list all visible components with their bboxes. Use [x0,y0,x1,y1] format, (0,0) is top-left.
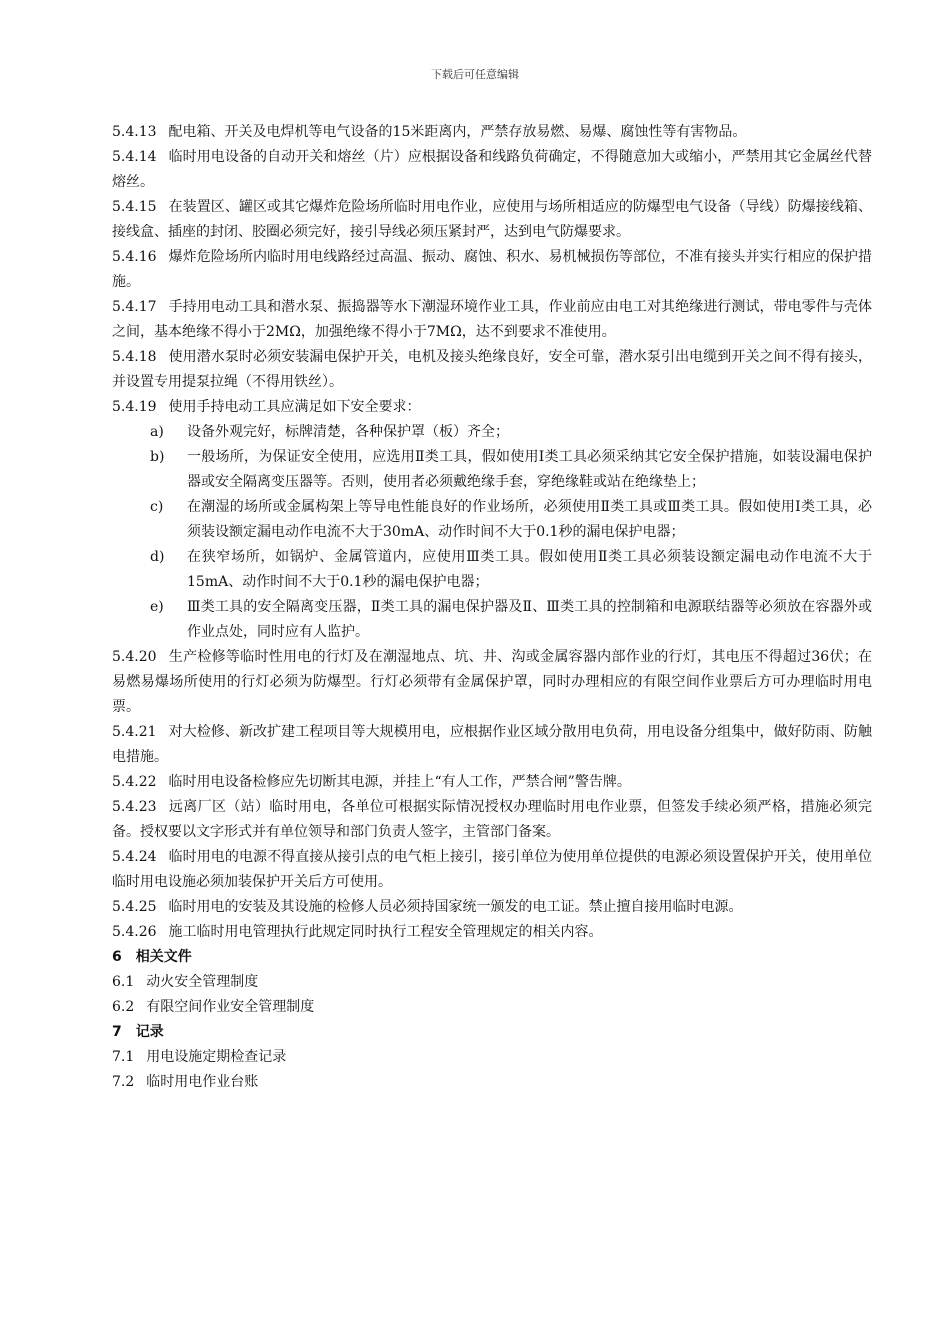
subitem-text: Ⅲ类工具的安全隔离变压器，Ⅱ类工具的漏电保护器及Ⅱ、Ⅲ类工具的控制箱和电源联结器等必须放在容器外或作业点处，同时应有人监护。 [187,599,872,640]
clause-text: 使用潜水泵时必须安装漏电保护开关，电机及接头绝缘良好，安全可靠，潜水泵引出电缆到开关之间不得有接头，并设置专用提泵拉绳（不得用铁丝）。 [112,349,872,390]
clause-text: 对大检修、新改扩建工程项目等大规模用电，应根据作业区域分散用电负荷，用电设备分组集中，做好防雨、防触电措施。 [112,724,872,765]
clause-5-4-26 [112,920,872,945]
ref-number: 6.1 [112,974,135,990]
clause-text: 在装置区、罐区或其它爆炸危险场所临时用电作业，应使用与场所相适应的防爆型电气设备（导线）防爆接线箱、接线盒、插座的封闭、胶圈必须完好，接引导线必须压紧封严，达到电气防爆要求。 [112,199,872,240]
clause-number: 5.4.23 [112,799,157,815]
ref-number: 7.1 [112,1049,135,1065]
subitem-b [112,445,872,495]
clause-text: 临时用电设备的自动开关和熔丝（片）应根据设备和线路负荷确定，不得随意加大或缩小，严禁用其它金属丝代替熔丝。 [112,149,872,190]
subitem-text: 一般场所，为保证安全使用，应选用Ⅱ类工具，假如使用Ⅰ类工具必须采纳其它安全保护措施，如装设漏电保护器或安全隔离变压器等。否则，使用者必须戴绝缘手套，穿绝缘鞋或站在绝缘垫上； [187,449,872,490]
clause-text: 临时用电设备检修应先切断其电源，并挂上“有人工作，严禁合闸”警告牌。 [168,774,631,790]
ref-6-2 [112,995,872,1020]
clause-5-4-16 [112,245,872,295]
ref-6-1 [112,970,872,995]
clause-text: 远离厂区（站）临时用电，各单位可根据实际情况授权办理临时用电作业票，但签发手续必须严格，措施必须完备。授权要以文字形式并有单位领导和部门负责人签字，主管部门备案。 [112,799,872,840]
clause-number: 5.4.20 [112,649,157,665]
clause-number: 5.4.17 [112,299,157,315]
subitem-label: a) [150,424,164,440]
ref-7-2 [112,1070,872,1095]
clause-text: 施工临时用电管理执行此规定同时执行工程安全管理规定的相关内容。 [168,924,603,940]
clause-number: 5.4.25 [112,899,157,915]
section-6-heading [112,945,872,970]
clause-number: 5.4.24 [112,849,157,865]
clause-text: 爆炸危险场所内临时用电线路经过高温、振动、腐蚀、积水、易机械损伤等部位，不准有接头并实行相应的保护措施。 [112,249,872,290]
clause-5-4-21 [112,720,872,770]
subitem-label: d) [150,549,165,565]
clause-number: 5.4.16 [112,249,157,265]
clause-number: 5.4.19 [112,399,157,415]
ref-number: 6.2 [112,999,135,1015]
clause-text: 配电箱、开关及电焊机等电气设备的15米距离内，严禁存放易燃、易爆、腐蚀性等有害物品。 [168,124,747,140]
clause-number: 5.4.26 [112,924,157,940]
clause-number: 5.4.21 [112,724,157,740]
section-title: 记录 [135,1024,164,1040]
ref-text: 有限空间作业安全管理制度 [146,999,315,1015]
section-title: 相关文件 [135,949,192,965]
subitem-a [112,420,872,445]
subitem-text: 在狭窄场所，如锅炉、金属管道内，应使用Ⅲ类工具。假如使用Ⅱ类工具必须装设额定漏电动作电流不大于15mA、动作时间不大于0.1秒的漏电保护电器； [187,549,872,590]
document-body [112,120,872,1095]
section-7-heading [112,1020,872,1045]
clause-5-4-19 [112,395,872,420]
clause-text: 临时用电的电源不得直接从接引点的电气柜上接引，接引单位为使用单位提供的电源必须设置保护开关，使用单位临时用电设施必须加装保护开关后方可使用。 [112,849,872,890]
clause-5-4-24 [112,845,872,895]
subitem-label: c) [150,499,164,515]
clause-text: 生产检修等临时性用电的行灯及在潮湿地点、坑、井、沟或金属容器内部作业的行灯，其电压不得超过36伏；在易燃易爆场所使用的行灯必须为防爆型。行灯必须带有金属保护罩，同时办理相应的有限空间作业票后方可办理临时用电票。 [112,649,872,715]
ref-text: 临时用电作业台账 [146,1074,259,1090]
clause-5-4-25 [112,895,872,920]
ref-text: 动火安全管理制度 [146,974,259,990]
clause-5-4-23 [112,795,872,845]
clause-5-4-13 [112,120,872,145]
subitem-d [112,545,872,595]
subitem-label: e) [150,599,164,615]
clause-text: 手持用电动工具和潜水泵、振捣器等水下潮湿环境作业工具，作业前应由电工对其绝缘进行测试，带电零件与壳体之间，基本绝缘不得小于2MΩ，加强绝缘不得小于7MΩ，达不到要求不准使用。 [112,299,872,340]
page-header-note: 下载后可任意编辑 [431,68,519,81]
clause-5-4-22 [112,770,872,795]
clause-number: 5.4.13 [112,124,157,140]
ref-7-1 [112,1045,872,1070]
clause-number: 5.4.22 [112,774,157,790]
subitem-text: 设备外观完好，标牌清楚，各种保护罩（板）齐全； [187,424,509,440]
ref-text: 用电设施定期检查记录 [146,1049,287,1065]
clause-text: 临时用电的安装及其设施的检修人员必须持国家统一颁发的电工证。禁止擅自接用临时电源。 [168,899,743,915]
subitem-e [112,595,872,645]
subitem-text: 在潮湿的场所或金属构架上等导电性能良好的作业场所，必须使用Ⅱ类工具或Ⅲ类工具。假如使用Ⅰ类工具，必须装设额定漏电动作电流不大于30mA、动作时间不大于0.1秒的漏电保护电器； [187,499,872,540]
clause-5-4-14 [112,145,872,195]
clause-number: 5.4.14 [112,149,157,165]
section-number: 7 [112,1024,122,1040]
clause-text: 使用手持电动工具应满足如下安全要求： [168,399,421,415]
clause-number: 5.4.18 [112,349,157,365]
clause-5-4-17 [112,295,872,345]
ref-number: 7.2 [112,1074,135,1090]
subitem-c [112,495,872,545]
clause-5-4-20 [112,645,872,720]
section-number: 6 [112,949,122,965]
clause-5-4-18 [112,345,872,395]
subitem-label: b) [150,449,165,465]
clause-5-4-15 [112,195,872,245]
clause-number: 5.4.15 [112,199,157,215]
